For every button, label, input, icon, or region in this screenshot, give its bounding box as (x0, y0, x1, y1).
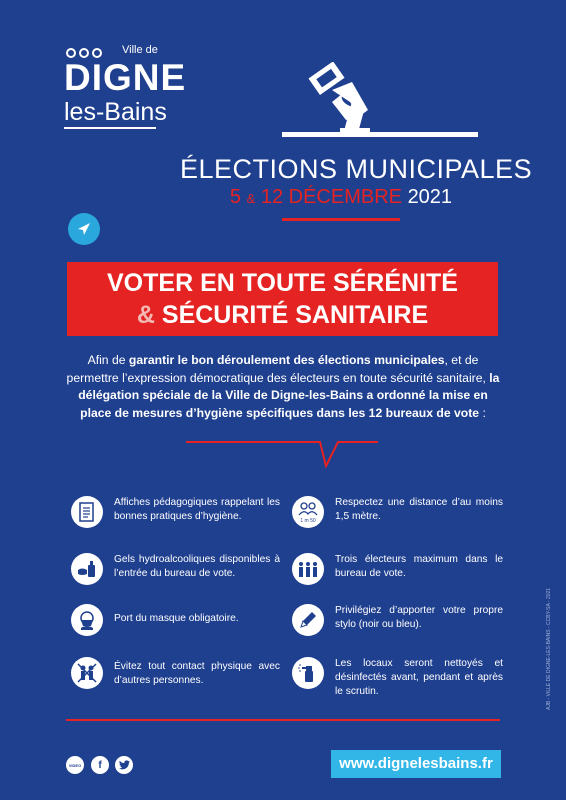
distance-people-icon (292, 496, 324, 528)
item-affiches (71, 496, 281, 528)
distance-label: 1 m 50 (300, 518, 316, 524)
intro-bold-2: la délégation spéciale de la Ville de Digne-les-Bains a ordonné la mise en place de mesures d’hygiène spécifiques dans les 12 bureaux de vote (78, 370, 500, 420)
item-affiches-text: Affiches pédagogiques rappelant les bonnes pratiques d’hygiène. (114, 497, 280, 522)
item-masque (71, 604, 281, 636)
item-locaux-text: Les locaux seront nettoyés et désinfectés avant, pendant et après le scrutin. (335, 658, 503, 697)
item-contact (71, 657, 281, 689)
intro-bold-1: garantir le bon déroulement des élections municipales (128, 353, 445, 367)
item-stylo-text: Privilégiez d’apporter votre propre stylo (noir ou bleu). (335, 605, 503, 630)
logo-les-bains: les-Bains (64, 98, 167, 126)
item-electeurs-text: Trois électeurs maximum dans le bureau de vote. (335, 554, 503, 579)
item-electeurs (292, 553, 504, 585)
video-social-icon[interactable]: VIDEO (66, 756, 84, 774)
date-ampersand: & (246, 191, 256, 206)
item-distance (292, 496, 504, 528)
footer-divider (66, 719, 500, 721)
pen-icon (292, 604, 324, 636)
intro-text-1: Afin de (87, 353, 129, 367)
title-underline (282, 218, 400, 221)
location-arrow-icon (68, 213, 100, 245)
face-mask-icon (71, 604, 103, 636)
three-people-icon (292, 553, 324, 585)
twitter-icon[interactable] (115, 756, 133, 774)
no-contact-icon (71, 657, 103, 689)
banner-ampersand: & (136, 301, 155, 329)
facebook-icon[interactable]: f (91, 756, 109, 774)
election-title: ÉLECTIONS MUNICIPALES (180, 154, 533, 184)
headline-banner (67, 262, 498, 336)
logo-ville-de: Ville de (122, 44, 158, 56)
banner-line-2-text: SÉCURITÉ SANITAIRE (161, 301, 429, 329)
ballot-vote-icon (280, 62, 480, 152)
logo-digne: DIGNE (64, 57, 187, 98)
item-contact-text: Évitez tout contact physique avec d’autres personnes. (114, 661, 280, 686)
date-day-1: 5 (229, 186, 242, 208)
item-gels-text: Gels hydroalcooliques disponibles à l’entrée du bureau de vote. (114, 554, 280, 579)
item-distance-text: Respectez une distance d’au moins 1,5 mètre. (335, 497, 503, 522)
item-gels (71, 553, 281, 585)
speech-bubble-line (66, 436, 500, 472)
item-stylo (292, 604, 504, 636)
intro-paragraph (66, 352, 500, 422)
banner-line-1: VOTER EN TOUTE SÉRÉNITÉ (107, 269, 458, 297)
item-locaux (292, 657, 504, 699)
spray-bottle-icon (292, 657, 324, 689)
intro-text-2: , et de permettre l’expression démocratique des électeurs en toute sécurité sanitaire, (66, 353, 490, 385)
intro-text-3: : (479, 405, 486, 420)
election-date (180, 186, 502, 209)
website-link[interactable]: www.dignelesbains.fr (331, 750, 501, 778)
logo-underline (64, 127, 156, 129)
poster-document-icon (71, 496, 103, 528)
item-masque-text: Port du masque obligatoire. (114, 613, 239, 624)
hand-sanitizer-icon (71, 553, 103, 585)
banner-line-2 (67, 301, 498, 330)
date-year: 2021 (407, 186, 453, 208)
credit-text: AJB - VILLE DE DIGNE-LES-BAINS - CCBY-SA - 2021 (546, 587, 552, 710)
date-day-2: 12 DÉCEMBRE (260, 186, 402, 208)
